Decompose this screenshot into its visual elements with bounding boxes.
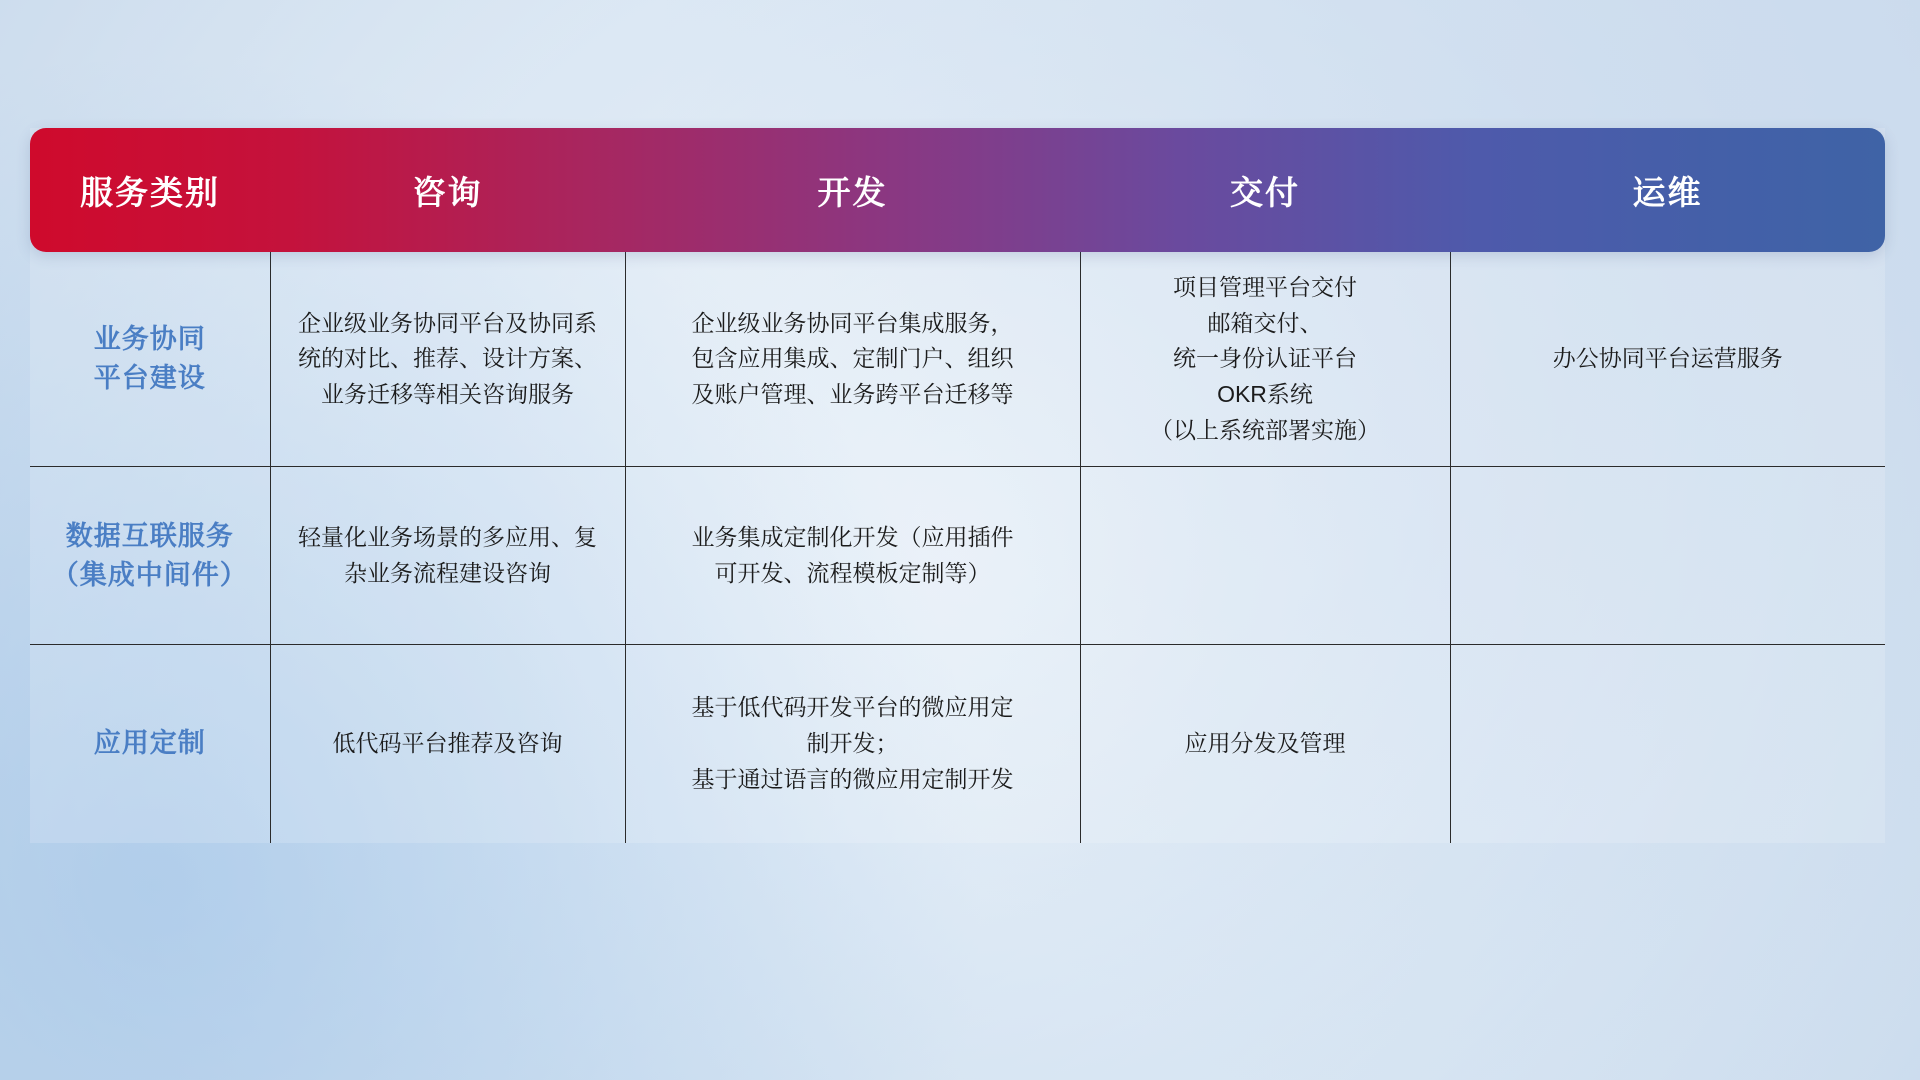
cell-text-line: 及账户管理、业务跨平台迁移等 xyxy=(691,380,1014,407)
cell-development xyxy=(625,467,1080,645)
cell-text-line: 办公协同平台运营服务 xyxy=(1552,345,1783,372)
cell-consulting xyxy=(270,252,625,467)
table-body xyxy=(30,252,1885,843)
row-category-line: 平台建设 xyxy=(93,363,206,394)
cell-delivery xyxy=(1080,467,1450,645)
cell-text-line: 应用分发及管理 xyxy=(1184,730,1346,757)
cell-consulting xyxy=(270,467,625,645)
row-category-line: 应用定制 xyxy=(93,728,206,759)
cell-text-line: 包含应用集成、定制门户、组织 xyxy=(691,345,1014,372)
table-row xyxy=(30,467,1885,645)
header-row xyxy=(30,128,1885,252)
row-category-label xyxy=(30,467,270,645)
table-row xyxy=(30,645,1885,843)
cell-operations xyxy=(1450,252,1885,467)
cell-operations xyxy=(1450,467,1885,645)
cell-delivery xyxy=(1080,252,1450,467)
cell-text-line: 制开发； xyxy=(806,730,899,757)
cell-text-line: 可开发、流程模板定制等） xyxy=(714,559,991,586)
cell-text-line: 统一身份认证平台 xyxy=(1173,345,1357,372)
cell-consulting xyxy=(270,645,625,843)
table-row xyxy=(30,252,1885,467)
cell-text-line: 统的对比、推荐、设计方案、 xyxy=(298,345,597,372)
header-cell-category: 服务类别 xyxy=(80,173,220,211)
header-cell-delivery: 交付 xyxy=(1230,173,1300,211)
service-matrix-table xyxy=(30,128,1885,843)
cell-text-line: 基于低代码开发平台的微应用定 xyxy=(691,694,1014,721)
cell-development xyxy=(625,252,1080,467)
header-cell-consulting: 咨询 xyxy=(412,173,483,211)
row-category-label xyxy=(30,645,270,843)
cell-delivery xyxy=(1080,645,1450,843)
cell-text-line: 低代码平台推荐及咨询 xyxy=(332,730,563,757)
row-category-label xyxy=(30,252,270,467)
cell-text-line: OKR系统 xyxy=(1217,380,1313,407)
cell-operations xyxy=(1450,645,1885,843)
cell-text-line: 杂业务流程建设咨询 xyxy=(344,559,551,586)
cell-text-line: 业务集成定制化开发（应用插件 xyxy=(691,524,1014,551)
cell-text-line: 轻量化业务场景的多应用、复 xyxy=(298,524,597,551)
cell-text-line: 业务迁移等相关咨询服务 xyxy=(321,380,574,407)
header-cell-development: 开发 xyxy=(817,173,888,211)
cell-text-line: 企业级业务协同平台及协同系 xyxy=(298,309,597,336)
row-category-line: （集成中间件） xyxy=(51,559,248,590)
cell-text-line: 企业级业务协同平台集成服务， xyxy=(691,309,1014,336)
row-category-line: 数据互联服务 xyxy=(65,520,234,551)
cell-text-line: 邮箱交付、 xyxy=(1207,309,1323,336)
cell-text-line: （以上系统部署实施） xyxy=(1150,416,1380,443)
row-category-line: 业务协同 xyxy=(93,323,206,354)
cell-text-line: 基于通过语言的微应用定制开发 xyxy=(691,765,1014,792)
service-matrix-table-wrapper xyxy=(30,128,1885,948)
table-header xyxy=(30,128,1885,252)
cell-development xyxy=(625,645,1080,843)
cell-text-line: 项目管理平台交付 xyxy=(1173,274,1357,300)
header-cell-operations: 运维 xyxy=(1632,173,1703,211)
